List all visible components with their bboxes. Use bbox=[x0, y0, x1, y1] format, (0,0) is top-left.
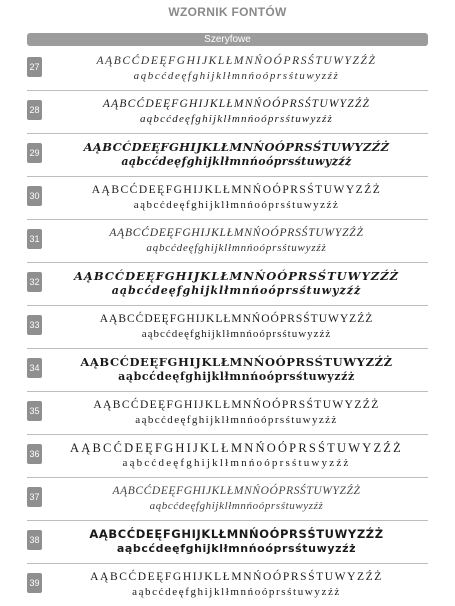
font-number-badge: 30 bbox=[27, 186, 42, 206]
font-number-badge: 38 bbox=[27, 530, 42, 550]
font-sample-list bbox=[0, 48, 455, 606]
lowercase-sample: aąbcćdeęfghijklłmnńoóprsśtuwyzźż bbox=[121, 155, 352, 168]
font-number-badge: 34 bbox=[27, 358, 42, 378]
font-number-badge: 36 bbox=[27, 444, 42, 464]
font-sample-row bbox=[27, 91, 428, 134]
font-sample bbox=[45, 91, 428, 133]
font-number-badge: 39 bbox=[27, 573, 42, 593]
uppercase-sample: AĄBCĆDEĘFGHIJKLŁMNŃOÓPRSŚTUWYZŹŻ bbox=[102, 98, 371, 110]
font-sample-row bbox=[27, 306, 428, 349]
lowercase-sample: aąbcćdeęfghijklłmnńoóprsśtuwyzźż bbox=[132, 586, 341, 598]
font-sample bbox=[45, 306, 428, 348]
uppercase-sample: AĄBCĆDEĘFGHIJKLŁMNŃOÓPRSŚTUWYZŹŻ bbox=[89, 527, 384, 541]
font-sample bbox=[45, 220, 428, 262]
font-number-badge: 29 bbox=[27, 143, 42, 163]
font-sample bbox=[45, 177, 428, 219]
font-sample bbox=[45, 263, 428, 305]
font-number-badge: 31 bbox=[27, 229, 42, 249]
font-number-badge: 35 bbox=[27, 401, 42, 421]
lowercase-sample: aąbcćdeęfghijklłmnńoóprsśtuwyzźż bbox=[133, 199, 340, 211]
font-number-badge: 33 bbox=[27, 315, 42, 335]
font-sample-row bbox=[27, 521, 428, 564]
font-number-badge: 37 bbox=[27, 487, 42, 507]
font-sample-row bbox=[27, 349, 428, 392]
font-sample bbox=[45, 392, 428, 434]
uppercase-sample: AĄBCĆDEĘFGHIJKLŁMNŃOÓPRSŚTUWYZŹŻ bbox=[70, 441, 403, 455]
uppercase-sample: AĄBCĆDEĘFGHIJKLŁMNŃOÓPRSŚTUWYZŹŻ bbox=[112, 485, 361, 497]
font-sample bbox=[45, 48, 428, 90]
section-header: Szeryfowe bbox=[27, 33, 428, 46]
font-sample-row bbox=[27, 435, 428, 478]
font-sample-row bbox=[27, 220, 428, 263]
lowercase-sample: aąbcćdeęfghijklłmnńoóprsśtuwyzźż bbox=[135, 414, 338, 426]
uppercase-sample: AĄBCĆDEĘFGHIJKLŁMNŃOÓPRSŚTUWYZŹŻ bbox=[96, 55, 377, 67]
lowercase-sample: aąbcćdeęfghijklłmnńoóprsśtuwyzźż bbox=[118, 370, 355, 383]
font-sample-row bbox=[27, 263, 428, 306]
uppercase-sample: AĄBCĆDEĘFGHIJKLŁMNŃOÓPRSŚTUWYZŹŻ bbox=[109, 227, 364, 239]
lowercase-sample: aąbcćdeęfghijklłmnńoóprsśtuwyzźż bbox=[111, 284, 362, 297]
uppercase-sample: AĄBCĆDEĘFGHIJKLŁMNŃOÓPRSŚTUWYZŹŻ bbox=[80, 355, 393, 369]
lowercase-sample: aąbcćdeęfghijklłmnńoóprsśtuwyzźż bbox=[122, 457, 351, 469]
uppercase-sample: AĄBCĆDEĘFGHIJKLŁMNŃOÓPRSŚTUWYZŹŻ bbox=[93, 399, 380, 411]
font-sample-row bbox=[27, 48, 428, 91]
font-sample bbox=[45, 478, 428, 520]
font-number-badge: 32 bbox=[27, 272, 42, 292]
font-sample-row bbox=[27, 392, 428, 435]
font-sample bbox=[45, 521, 428, 563]
uppercase-sample: AĄBCĆDEĘFGHIJKLŁMNŃOÓPRSŚTUWYZŹŻ bbox=[73, 269, 399, 283]
lowercase-sample: aąbcćdeęfghijklłmnńoóprsśtuwyzźż bbox=[149, 500, 324, 512]
font-sample bbox=[45, 435, 428, 477]
font-sample-row bbox=[27, 478, 428, 521]
uppercase-sample: AĄBCĆDEĘFGHIJKLŁMNŃOÓPRSŚTUWYZŹŻ bbox=[90, 571, 383, 583]
font-number-badge: 27 bbox=[27, 57, 42, 77]
uppercase-sample: AĄBCĆDEĘFGHIJKLŁMNŃOÓPRSŚTUWYZŹŻ bbox=[99, 313, 374, 325]
lowercase-sample: aąbcćdeęfghijklłmnńoóprsśtuwyzźż bbox=[141, 328, 332, 340]
uppercase-sample: AĄBCĆDEĘFGHIJKLŁMNŃOÓPRSŚTUWYZŹŻ bbox=[91, 184, 382, 196]
lowercase-sample: aąbcćdeęfghijklłmnńoóprsśtuwyzźż bbox=[140, 113, 333, 125]
uppercase-sample: AĄBCĆDEĘFGHIJKLŁMNŃOÓPRSŚTUWYZŹŻ bbox=[83, 140, 390, 154]
lowercase-sample: aąbcćdeęfghijklłmnńoóprsśtuwyzźż bbox=[146, 242, 327, 254]
font-sample-row bbox=[27, 134, 428, 177]
lowercase-sample: aąbcćdeęfghijklłmnńoóprsśtuwyzźż bbox=[133, 70, 340, 82]
lowercase-sample: aąbcćdeęfghijklłmnńoóprsśtuwyzźż bbox=[116, 542, 357, 555]
font-number-badge: 28 bbox=[27, 100, 42, 120]
font-sample bbox=[45, 349, 428, 391]
font-sample-row bbox=[27, 177, 428, 220]
page-title: WZORNIK FONTÓW bbox=[168, 5, 287, 19]
font-sample bbox=[45, 134, 428, 176]
